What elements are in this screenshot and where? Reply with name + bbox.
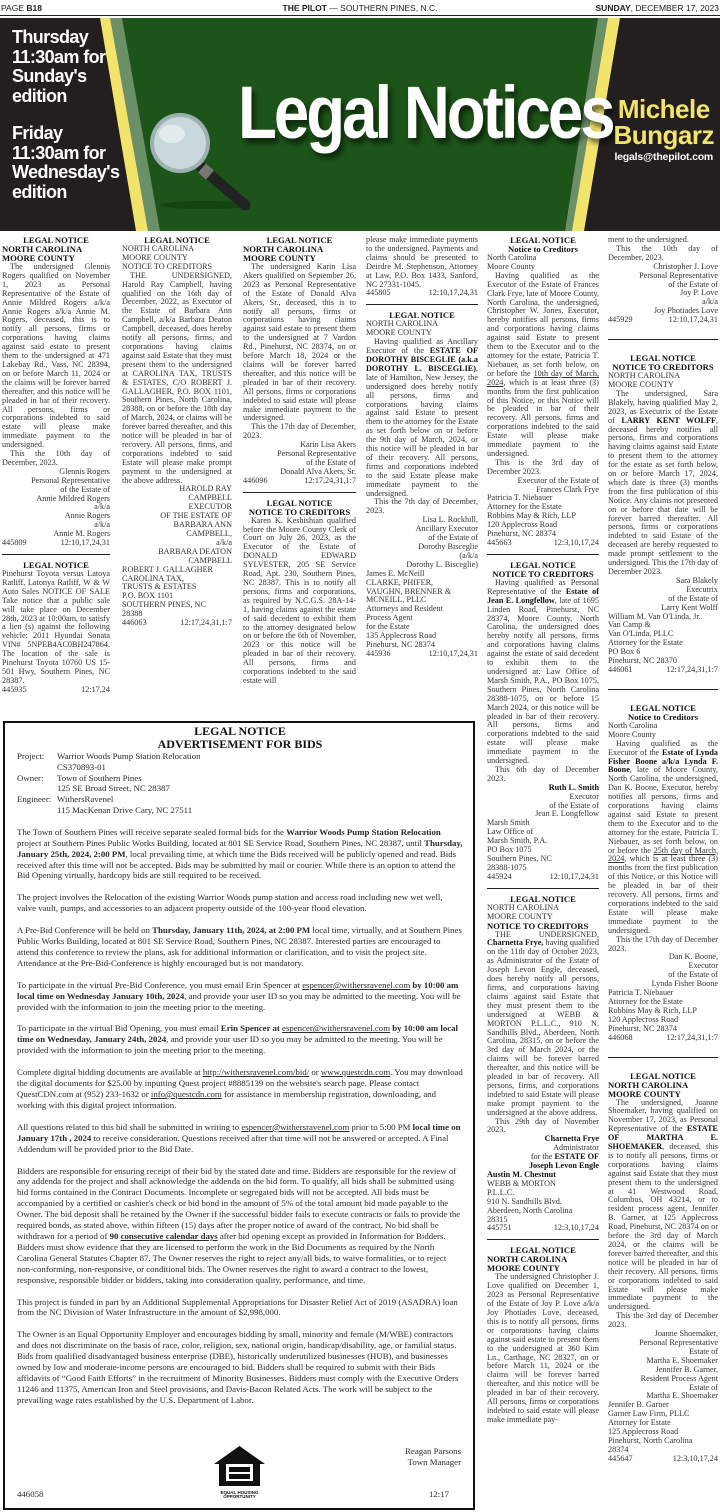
column-4 bbox=[366, 236, 478, 663]
notice-county: Moore County bbox=[608, 729, 656, 739]
notice-address: James E. McNeill CLARKE, PHIFER, VAUGHN, BRENNER & MCNEILL, PLLC Attorneys and Resident Process Agent for the Estate 135 Applecross Road Pinehurst, NC 28374 bbox=[366, 568, 452, 649]
notice-signature: Joanne Shoemaker, Personal Representative Estate of Martha E. Shoemaker Jennifer B. Garner, Resident Process Agent Estate of Martha E. Shoemaker bbox=[639, 1329, 718, 1401]
bids-paragraph: The Town of Southern Pines will receive separate sealed formal bids for the Warrior Woods Pump Station Relocation project at Southern Pines Public Works Building, located at 801 SE Service Road, Southern Pines, NC 28387, until Thursday, January 25th, 2024, 2:00 PM, local prevailing time, at which time the Bids received will be publicly opened and read. Bids received after this time will not be accepted. Bids may be submitted by mail or courier. While there is an option to attend the Bid Opening virtually, hardcopy bids are still required to be received. bbox=[17, 826, 463, 881]
notice-signature: Charnetta Frye Administrator for the ESTATE OF Joseph Levon Engle bbox=[528, 1134, 599, 1171]
notice-frye bbox=[487, 236, 599, 548]
notice-love-continued bbox=[608, 236, 718, 325]
notice-shoemaker bbox=[608, 1072, 718, 1464]
column-1 bbox=[2, 236, 110, 699]
email-link[interactable]: espencer@withersravenel.com bbox=[241, 1121, 350, 1132]
bids-paragraph: To participate in the virtual Bid Opening, you must email Erin Spencer at espencer@withersravenel.com by 10:00 am local time on Wednesday, January 24th, 2024, and provide your user ID so you may be admitted to the meeting. You will be provided with the information to join the meeting prior to the meeting. bbox=[17, 1023, 458, 1056]
notice-heading: LEGAL NOTICE bbox=[23, 235, 89, 245]
notice-type: NOTICE TO CREDITORS bbox=[248, 506, 351, 517]
page-number: PAGE B18 bbox=[1, 2, 42, 13]
bids-signature: Reagan Parsons Town Manager bbox=[405, 1446, 461, 1467]
notice-date: This 6th day of December 2023. bbox=[487, 764, 599, 783]
notice-rogers bbox=[2, 236, 110, 548]
questcdn-email-link[interactable]: info@questcdn.com bbox=[150, 1089, 222, 1099]
notice-address: Jennifer B. Garner Garner Law Firm, PLLC Attorney for Estate 125 Applecross Road Pinehurst, North Carolina 28374 bbox=[608, 1400, 693, 1454]
notice-date: This is the 3rd day of December 2023. bbox=[487, 457, 599, 476]
notice-heading: LEGAL NOTICE bbox=[266, 497, 333, 508]
notice-body: Pinehurst Toyota versus Latoya Ratliff, Latonya Ratliff, W & W Auto Sales NOTICE OF SALE Take notice that a public sale will take place on December 28th, 2023 at 10:00am, to satisfy a lien (s) against the following vehicle: 2011 Hyundai Sonata VIN# 5NPEB4AC0BH247864. The location of the sale is Pinehurst Toyota 10760 US 15-501 Hwy, Southern Pines, NC 28387. bbox=[2, 569, 110, 685]
bids-paragraph: The project involves the Relocation of the existing Warrior Woods pump station and access road including new wet well, valve vault, pumps, and accessories to an adjacent property outside of the 100-year flood elevation. bbox=[17, 892, 443, 914]
notice-heading: LEGAL NOTICE bbox=[630, 353, 696, 364]
deadlines bbox=[12, 28, 119, 202]
notice-body: Having qualified as Personal Representative of the Estate of Jean E. Longfellow, late of 1695 Linden Road, Pinehurst, NC 28374, Moore County, North Carolina, the undersigned does hereby notify all persons, firms and corporations having claims against the estate of said decedent to exhibit them to the undersigned at: Law Office of Marsh Smith, P.A., PO Box 1075, Southern Pines, North Carolina 28388-1075, on or before 15 March 2024, or this notice will be pleaded in bar of their recovery. All persons, firms and corporations indebted to the said estate will please make immediate payment to the undersigned. bbox=[487, 577, 599, 766]
column-6 bbox=[608, 236, 718, 1468]
logo-caption: OPPORTUNITY bbox=[223, 1494, 256, 1500]
notice-heading: LEGAL NOTICE bbox=[510, 893, 576, 904]
notice-state: NORTH CAROLINA bbox=[243, 244, 324, 254]
notice-ref: 446096 12:17,24,31,1:7 bbox=[243, 475, 356, 485]
notice-body: Having qualified as the Executor of the Estate of Frances Clark Frye, late of Moore County, North Carolina, the undersigned, Christopher W. Jones, Executor, hereby notifies all persons, firms and corporations having claims against said Estate to present them to the Executor and to the attorney for the estate, Patricia T. Niebauer, as set forth below, on or before the 10th day of March, 2024, which is at least three (3) months from the first publication of this Notice, or this Notice will be pleaded in bar of their recovery. All persons, firms and corporations indebted to the said Estate will please make immediate payment to the undersigned. bbox=[487, 270, 599, 458]
notice-heading: LEGAL NOTICE bbox=[266, 235, 333, 245]
notice-date: This the 10th day of December, 2023. bbox=[2, 449, 110, 467]
notice-heading: LEGAL NOTICE bbox=[510, 559, 576, 570]
notice-sylvester bbox=[243, 499, 356, 686]
notice-date: This the 17th day of December, 2023. bbox=[243, 422, 356, 441]
notice-state: North Carolina bbox=[608, 720, 658, 730]
bids-heading: LEGAL NOTICE bbox=[194, 724, 286, 738]
logo-caption: EQUAL HOUSING bbox=[220, 1489, 259, 1495]
notice-ref: 446063 12:17,24,31,1:7 bbox=[122, 618, 232, 628]
notice-body: The undersigned Christopher J. Love qualified on December 1, 2023 as Personal Representative of the Estate of Joy P. Love a/k/a Joy Photiades Love, deceased, this is to notify all persons, firms or corporations having claims against said estate to present them to the undersigned at 360 Kim Ln., Carthage, NC 28327, on or before March 11, 2024 or the claims will be forever barred thereafter, and this notice will be pleaded in bar of their recovery. All persons, firms or corporations indebted to said estate will please make immediate pay- bbox=[487, 1272, 599, 1424]
notice-body: The undersigned, Joanne Shoemaker, having qualified on November 17, 2023, as Personal Representative of the ESTATE OF MARTHA E. SHOEMAKER, deceased, this is to notify all persons, firms or corporations having claims against said Estate that they must present them to the undersigned at 41 Westwood Road, Columbus, OH 43214, or to resident process agent, Jennifer B. Garner, at 125 Applecross Road, Pinehurst, NC 28374 on or before the 3rd day of March 2024, or the claims will be forever barred thereafter, and this notice will be pleaded in bar of their recovery. All persons, firms or corporations indebted to said Estate will please make immediate payment to the undersigned. bbox=[608, 1097, 718, 1312]
notice-akers bbox=[243, 236, 356, 486]
notice-signature: Karin Lisa Akers Personal Representative of the Estate of Donald Alva Akers, Sr. bbox=[277, 440, 356, 476]
notice-ref: 445929 12:10,17,24,31 bbox=[608, 315, 718, 325]
deadline-line: Thursday bbox=[12, 27, 89, 47]
bids-paragraph: A Pre-Bid Conference will be held on Thursday, January 11th, 2024, at 2:00 PM local time, virtually, and at Southern Pines Public Works Building, located at 801 SE Service Road, Southern Pines, NC 28387. Interested parties are encouraged to attend this conference to review the plans, ask for additional information or clarification, and to visit the project site. Attendance at the Pre-Bid-Conference is highly encouraged but is not mandatory. bbox=[17, 925, 462, 968]
notice-ref: 445935 12:17,24 bbox=[2, 684, 110, 694]
notice-ref: 445936 12:10,17,24,31 bbox=[366, 648, 478, 658]
notice-state: NORTH CAROLINA bbox=[608, 371, 681, 381]
notice-county: Moore County bbox=[487, 261, 535, 271]
questcdn-link[interactable]: www.questcdn.com bbox=[320, 1067, 391, 1078]
deadline-line: 11:30am for bbox=[12, 46, 106, 67]
divider bbox=[366, 304, 478, 305]
notice-date: This the 3rd day of December 2023. bbox=[608, 1311, 718, 1330]
bids-ref-id: 446058 bbox=[17, 1489, 44, 1500]
notice-campbell bbox=[122, 236, 232, 628]
divider bbox=[487, 1239, 599, 1240]
notice-county: MOORE COUNTY bbox=[243, 253, 316, 263]
notice-signature: Executor of the Estate of Frances Clark Frye bbox=[517, 475, 599, 494]
notice-ref: 446061 12:17,24,31,1:7 bbox=[608, 664, 718, 674]
notice-heading: LEGAL NOTICE bbox=[630, 702, 696, 713]
bids-paragraph: All questions related to this bid shall be submitted in writing to espencer@withersravenel.com prior to 5:00 PM local time on January 17th , 2024 to receive consideration. Questions received after that time will not be answered or accepted. A Final Addendum will be provided prior to the Bid Date. bbox=[17, 1121, 461, 1154]
divider bbox=[608, 339, 718, 340]
notice-type: NOTICE TO CREDITORS bbox=[612, 362, 714, 373]
banner-title: Legal Notices bbox=[238, 71, 613, 154]
notice-body: please make immediate payments to the undersigned. Payments and claims should be presented to Deirdre M. Stephenson, Attorney at Law, P.O. Box 1433, Sanford, NC 27331-1045. bbox=[366, 235, 478, 289]
notice-date: This the 17th day of December 2023. bbox=[608, 934, 718, 953]
notice-county: MOORE COUNTY bbox=[487, 1263, 560, 1274]
bids-title: ADVERTISEMENT FOR BIDS bbox=[157, 737, 323, 751]
attorney-name: Austin M. Chestnut bbox=[487, 1170, 556, 1179]
notice-body: Karen K. Keshishian qualified before the Moore County Clerk of Court on July 26, 2023, as the Executor of the Estate of DONALD EDWARD SYLVESTER, 205 SE Service Road, Apt. 230, Southern Pines, NC 28387. This is to notify all persons, firms and corporations, as required by N.C.G.S. 28A-14-1, having claims against the estate of said decedent to exhibit them to the attorney designated below on or before the 6th of November, 2023 or this notice will be pleaded in bar of their recovery. All persons, firms and corporations indebted to the said estate will bbox=[243, 515, 356, 685]
notice-county: MOORE COUNTY bbox=[487, 911, 553, 921]
deadline-line: edition bbox=[12, 181, 67, 202]
deadline-line: edition bbox=[12, 85, 67, 106]
deadline-line: 11:30am for bbox=[12, 142, 106, 163]
notice-state: NORTH CAROLINA bbox=[2, 244, 83, 254]
notice-ref: 445663 12:3,10,17,24 bbox=[487, 538, 599, 547]
notice-address: WEBB & MORTON P.L.L.C. 910 N. Sandhills Blvd. Aberdeen, North Carolina 28315 bbox=[487, 1178, 573, 1224]
notice-wolff bbox=[608, 354, 718, 675]
notice-state: NORTH CAROLINA bbox=[608, 1079, 689, 1090]
bids-run-dates: 12:17 bbox=[428, 1489, 449, 1500]
notice-ref: 445809 12:10,17,24,31 bbox=[2, 538, 110, 548]
contact-info bbox=[614, 96, 715, 163]
notice-ref: 445924 12:10,17,24,31 bbox=[487, 871, 599, 881]
notice-ref: 445805 12:10,17,24,31 bbox=[366, 288, 478, 298]
deadline-line: Wednesday's bbox=[12, 162, 120, 182]
notice-body: THE UNDERSIGNED, Harold Ray Campbell, having qualified on the 16th day of December, 2022, as Executor of the Estate of Barbara Ann Campbell, a/k/a Barbara Deaton Campbell, deceased, does hereby notify all persons, firms, and corporations having claims against said Estate that they must present them to the undersigned at CAROLINA TAX, TRUSTS & ESTATES, C/O ROBERT J. GALLAGHER, P.O. BOX 1101, Southern Pines, North Carolina, 28388, on or before the 18th day of March, 2024, or claims will be forever barred thereafter, and this notice will be pleaded in bar of recovery. All persons, firms, and corporations indebted to said Estate will please make prompt payment to the undersigned at the above address. bbox=[122, 270, 232, 485]
notice-body: The undersigned, Sara Blakely, having qualified May 2, 2023, as Executrix of the Estate of LARRY KENT WOLFF, deceased hereby notifies all persons, firms and corporations having claims against said Estate to present them to the attorney for the estate as set forth below, on or before March 17, 2024, which date is three (3) months from the first publication of this Notice. Any claims not presented on or before that date will be forever barred thereafter. All persons, firms or corporations indebted to said Estate of the deceased are hereby requested to made prompt settlement to the undersigned. This the 17th day of December 2023. bbox=[608, 388, 718, 576]
notice-heading: LEGAL NOTICE bbox=[389, 310, 455, 321]
notice-address: Patricia T. Niebauer Attorney for the Estate Robbins May & Rich, LLP 120 Applecross Road Pinehurst, NC 28374 bbox=[608, 988, 697, 1033]
notice-body: Having qualified as the Executor of the Estate of Lynda Fisher Boone a/k/a Lynda F. Boone, late of Moore County, North Carolina, the undersigned, Dan K. Boone, Executor, hereby notifies all persons, firms and corporations having claims against said Estate to present them to the Executor and to the attorney for the estate, Patricia T. Niebauer, as set forth below, on or before the 25th day of March, 2024, which is at least three (3) months from the first publication of this Notice, or this Notice will be pleaded in bar of their recovery. All persons, firms and corporations indebted to the said Estate will please make immediate payment to the undersigned. bbox=[608, 738, 719, 935]
bids-paragraph: To participate in the virtual Pre-Bid Conference, you must email Erin Spencer at espencer@withersravenel.com by 10:00 am local time on Wednesday January 10th, 2024, and provide your user ID so you may be admitted to the meeting. You will be provided with the information to join the meeting prior to the meeting. bbox=[17, 979, 461, 1012]
contact-first-name: Michele bbox=[617, 94, 710, 124]
notice-type: Notice to Creditors bbox=[627, 711, 698, 722]
notice-state: NORTH CAROLINA bbox=[122, 244, 195, 253]
notice-state: North Carolina bbox=[487, 253, 537, 262]
notice-date: This 29th day of November 2023. bbox=[487, 1116, 599, 1135]
notice-signature: Sara Blakely Executrix of the Estate of Larry Kent Wolff bbox=[661, 575, 718, 612]
notice-heading: LEGAL NOTICE bbox=[144, 235, 210, 245]
notice-type: Notice to Creditors bbox=[507, 244, 578, 254]
contact-last-name: Bungarz bbox=[613, 120, 714, 150]
bids-paragraph: The Owner is an Equal Opportunity Employer and encourages bidding by small, minority and female (M/WBE) contractors and does not discriminate on the basis of race, color, religion, sex, national origin, handicap/disability, age, or familial status. Bids from qualified disadvantaged business enterprise (DBE), historically underutilized businesses (HUB), and businesses owned by low and moderate-income persons are encouraged to bid. Bidders shall be required to submit with their Bids affidavits of “Good Faith Efforts” in the recruitment of Minority Businesses. Bidders must comply with the Executive Orders 11246 and 11375, American Iron and Steel provisions, and Davis-Bacon Related Acts. The work will be subject to the prevailing wage rates established by the U.S. Department of Labor. bbox=[17, 1329, 459, 1405]
notice-heading: LEGAL NOTICE bbox=[510, 235, 576, 245]
divider bbox=[487, 554, 599, 555]
equal-housing-house-icon bbox=[212, 1444, 267, 1488]
notice-body: ment to the undersigned. bbox=[608, 235, 689, 244]
divider bbox=[608, 689, 718, 690]
notice-love bbox=[487, 1246, 599, 1424]
contact-email[interactable]: legals@thepilot.com bbox=[614, 151, 714, 163]
notice-date: This the 10th day of December, 2023. bbox=[608, 243, 718, 262]
notice-body: The undersigned Karin Lisa Akers qualified on September 26, 2023 as Personal Representative of the Estate of Donald Alva Akers, Sr., deceased, this is to notify all persons, firms or corporations having claims against said estate to present them to the undersigned at 7 Vardon Rd., Pinehurst, NC 28374, on or before March 18, 2024 or the claims will be forever barred thereafter, and this notice will be pleaded in bar of their recovery. All persons, firms or corporations indebted to said estate will please make immediate payment to the undersigned. bbox=[243, 262, 356, 423]
notice-signature: HAROLD RAY CAMPBELL EXECUTOR OF THE ESTATE OF BARBARA ANN CAMPBELL, a/k/a BARBARA DEATON CAMPBELL bbox=[158, 484, 232, 565]
project-info: Project: Warrior Woods Pump Station Relocation CS370893-01 Owner: Town of Southern Pines 125 SE Broad Street, NC 28387 Engineer: WithersRavenel 115 MacKenan Drive Cary, NC 27511 bbox=[17, 751, 201, 815]
notice-address: Marsh Smith Law Office of Marsh Smith, P.A. PO Box 1075 Southern Pines, NC 28388-1075 bbox=[487, 818, 552, 872]
notice-signature: Dan K. Boone, Executor of the Estate of Lynda Fisher Boone bbox=[651, 952, 718, 989]
issue-date: SUNDAY, DECEMBER 17, 2023 bbox=[595, 2, 719, 13]
notice-body: The undersigned Glennis Rogers qualified on November 1, 2023 as Personal Representative of the Estate of Annie Mildred Rogers a/k/a Annie Rogers a/k/a Annie M. Rogers, deceased, this is to notify all persons, firms or corporations having claims against said estate to present them to the undersigned at 471 Lakebay Rd., Vass, NC 28394, on or before March 11, 2024 or the claims will be forever barred thereafter, and this notice will be pleaded in bar of their recovery. All persons, firms or corporations indebted to said estate will please make immediate payment to the undersigned. bbox=[2, 262, 110, 450]
notice-type: NOTICE TO CREDITORS bbox=[492, 568, 594, 579]
notice-heading: LEGAL NOTICE bbox=[630, 1070, 696, 1081]
page-header bbox=[0, 0, 720, 16]
email-link[interactable]: espencer@withersravenel.com bbox=[302, 979, 411, 990]
notice-heading: LEGAL NOTICE bbox=[23, 560, 89, 570]
notice-type: NOTICE TO CREDITORS bbox=[122, 261, 213, 271]
notice-address: William M. Van O'Linda, Jr. Van Camp & Van O'Linda, PLLC Attorney for the Estate PO Box 6 Pinehurst, NC 28370 bbox=[608, 611, 701, 666]
divider bbox=[487, 888, 599, 889]
deadline-line: Friday bbox=[12, 123, 63, 143]
column-5 bbox=[487, 236, 599, 1429]
notice-county: MOORE COUNTY bbox=[2, 253, 75, 263]
notice-county: MOORE COUNTY bbox=[608, 1088, 681, 1099]
column-3 bbox=[243, 236, 356, 690]
notice-signature: Ruth L. Smith Executor of the Estate of Jean E. Longfellow bbox=[535, 782, 599, 819]
notice-boone bbox=[608, 704, 718, 1043]
notice-state: NORTH CAROLINA bbox=[487, 1254, 568, 1265]
equal-housing-logo bbox=[212, 1444, 267, 1500]
notice-county: MOORE COUNTY bbox=[366, 328, 432, 338]
notice-ref: 446068 12:17,24,31,1:7 bbox=[608, 1032, 718, 1042]
notice-body: Having qualified as Ancillary Executor of the ESTATE OF DOROTHY BISCEGLIE (a.k.a DOROTHY L. BISCEGLIE), late of Hamilton, New Jersey, the undersigned does hereby notify all persons, firms and corporations having claims against said Estate to present them to the attorney for the Estate as set forth below on or before the 9th day of March, 2024, or this notice will be pleaded in bar of their recovery. All persons, firms and corporations indebted to the said Estate please make immediate payment to the undersigned. bbox=[366, 337, 479, 498]
deadline-line: Sunday's bbox=[12, 66, 87, 86]
bids-footer bbox=[17, 1444, 461, 1504]
notice-engle bbox=[487, 895, 599, 1234]
notice-signature: Christopher J. Love Personal Representative of the Estate of Joy P. Love a/k/a Joy Photiades Love bbox=[639, 261, 718, 316]
notice-signature: Lisa L. Rockhill, Ancillary Executor of the Estate of Dorothy Bisceglie (a/k/a Dorothy L. Bisceglie) bbox=[406, 515, 478, 569]
advertisement-for-bids bbox=[3, 721, 475, 1510]
notice-state: NORTH CAROLINA bbox=[487, 902, 560, 912]
divider bbox=[243, 492, 356, 493]
notice-body: THE UNDERSIGNED, Charnetta Frye, having qualified on the 11th day of October 2023, as Administrator of the Estate of Joseph Levon Engle, deceased, does hereby notify all persons, firms, and corporations having claims against said Estate that they must present them to the undersigned at WEBB & MORTON P.L.L.C., 910 N. Sandhills Blvd., Aberdeen, North Carolina, 28315, on or before the 3rd day of March 2024, or the claims will be forever barred thereafter, and this notice will be pleaded in bar of recovery. All persons, firms, and corporations indebted to said Estate will please make prompt payment to the undersigned at the above address. bbox=[487, 929, 599, 1117]
notice-state: NORTH CAROLINA bbox=[366, 319, 439, 329]
withersravenel-link[interactable]: http://withersravenel.com/bid/ bbox=[202, 1067, 310, 1078]
divider bbox=[608, 1057, 718, 1058]
notice-pinehurst-toyota bbox=[2, 561, 110, 695]
notice-longfellow bbox=[487, 561, 599, 882]
column-2 bbox=[122, 236, 232, 632]
divider bbox=[2, 554, 110, 555]
paper-masthead: THE PILOT — SOUTHERN PINES, N.C. bbox=[282, 2, 438, 13]
notice-akers-continued bbox=[366, 236, 478, 298]
notice-ref: 445647 12:3,10,17,24 bbox=[608, 1453, 718, 1463]
bids-paragraph: Complete digital bidding documents are available at http://withersravenel.com/bid/ or www.questcdn.com. You may download the digital documents for $25.00 by inputting Quest project #8885139 on the website's search page. Please contact QuestCDN.com at (952) 233-1632 or info@questcdn.com for assistance in membership registration, downloading, and working with this digital project information. bbox=[17, 1067, 463, 1110]
notice-county: MOORE COUNTY bbox=[608, 379, 674, 389]
email-link[interactable]: espencer@withersravenel.com bbox=[282, 1023, 391, 1034]
notice-address: ROBERT J. GALLAGHER CAROLINA TAX, TRUSTS & ESTATES P.O. BOX 1101 SOUTHERN PINES, NC 28388 bbox=[122, 564, 214, 619]
legal-notices-banner bbox=[0, 18, 720, 231]
notice-date: This the 7th day of December, 2023. bbox=[366, 497, 478, 516]
notice-type: NOTICE TO CREDITORS bbox=[487, 920, 589, 931]
bids-paragraph: Bidders are responsible for ensuring receipt of their bid by the stated date and time. Bidders are responsible for the review of any addenda for the project and shall acknowledge the addenda on the bid form. To qualify, all bids shall be submitted using bid forms contained in the Contract Documents. Incomplete or segregated bids will not be accepted. All bids must be accompanied by a certified or cashier's check or bid bond in the amount of 5% of the total amount bid made payable to the Owner. The bid deposit shall be retained by the Owner if the successful bidder fails to execute contracts or fails to provide the required bonds, as stated above, within fifteen (15) days after the proper notice of award of the contract. No bid shall be withdrawn for a period of 90 consecutive calendar days after bid opening except as provided in Information for Bidders. Bidders must show evidence that they are licensed to perform the work in the Bid Documents as required by the North Carolina General Statutes Chapter 87. The Owner reserves the right to reject any/all bids, to waive formalities, or to reject non-conforming, non-responsive, or conditional bids. The Owner reserves the right to award a contract to the lowest, responsive, responsible bidder or bidders, taking into consideration quality, performance, and time. bbox=[17, 1165, 461, 1285]
notice-ref: 445751 12:3,10,17,24 bbox=[487, 1223, 599, 1233]
bids-paragraph: This project is funded in part by an Additional Supplemental Appropriations for Disaster Relief Act of 2019 (ASADRA) loan from the NC Division of Water Infrastructure in the amount of $2,998,000. bbox=[17, 1296, 458, 1318]
notice-address: Patricia T. Niebauer Attorney for the Estate Robbins May & Rich, LLP 120 Applecross Road Pinehurst, NC 28374 bbox=[487, 493, 576, 539]
notice-heading: LEGAL NOTICE bbox=[510, 1245, 576, 1256]
notice-signature: Glennis Rogers Personal Representative of the Estate of Annie Mildred Rogers a/k/a Annie Rogers a/k/a Annie M. Rogers bbox=[31, 466, 110, 539]
notice-bisceglie bbox=[366, 311, 478, 658]
notice-county: MOORE COUNTY bbox=[122, 252, 188, 262]
